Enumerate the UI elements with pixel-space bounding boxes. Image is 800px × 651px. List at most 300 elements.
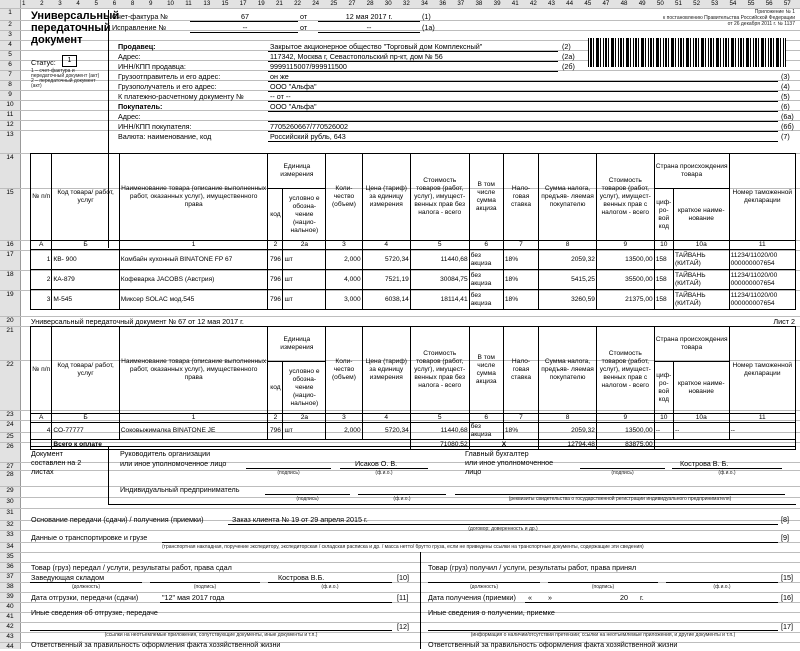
column-ruler-label: 34 [421, 0, 428, 7]
column-ruler-label: 44 [566, 0, 574, 7]
column-number: 4 [362, 414, 410, 423]
col-header-country-code: циф- ро- вой код [654, 189, 673, 241]
row-ruler-label: 44 [6, 643, 14, 650]
row-ruler-label: 25 [6, 433, 14, 440]
row-ruler-label: 38 [6, 583, 14, 590]
status-note2: передаточный документ (акт) [31, 73, 100, 79]
cell-tax: 2059,32 [539, 423, 597, 440]
column-number: 8 [539, 414, 597, 423]
column-ruler-label: 4 [76, 0, 80, 7]
column-number: Б [52, 241, 119, 250]
row-ruler-label: 15 [6, 189, 14, 196]
column-number: 9 [596, 241, 654, 250]
cell-no: 3 [31, 290, 52, 310]
column-ruler-label: 3 [58, 0, 62, 7]
ship-label: Дата отгрузки, передачи (сдачи) [31, 593, 139, 602]
column-ruler-label: 10 [167, 0, 174, 7]
column-ruler-label: 54 [729, 0, 737, 7]
acc-label2: или иное уполномоченное [465, 458, 554, 467]
sf-code: (1) [422, 12, 431, 21]
seller-row-value: Закрытое акционерное общество "Торговый дом Комплексный" [270, 42, 483, 51]
cell-total: 21375,00 [596, 290, 654, 310]
cell-code: М-545 [52, 290, 119, 310]
basis-value: Заказ клиента № 19 от 29 апреля 2015 г. [232, 515, 368, 524]
seller-row-value: -- от -- [270, 92, 291, 101]
col-header-no: № п/п [31, 327, 52, 414]
row-ruler-label: 30 [6, 498, 14, 505]
cell-tax: 5415,25 [539, 270, 597, 290]
right-title: Товар (груз) получил / услуги, результаты работ, права принял [428, 563, 637, 572]
status-label: Статус: [31, 58, 56, 67]
recv-g: г. [640, 593, 644, 602]
cell-country-code: 158 [654, 270, 673, 290]
other-ship-note: (ссылки на неотъемлемые приложения, сопутствующие документы, иные документы и т.п.) [104, 632, 318, 638]
col-header-rate: Нало- говая ставка [503, 154, 538, 241]
totals-tax: 12794,48 [539, 440, 597, 450]
column-number: Б [52, 414, 119, 423]
cell-country-code: -- [654, 423, 673, 440]
col-header-cost-wo-tax: Стоимость товаров (работ, услуг), имущест- венных прав без налога - всего [410, 154, 469, 241]
row-ruler-label: 35 [6, 553, 14, 560]
acc-label1: Главный бухгалтер [465, 449, 529, 458]
cell-country: -- [673, 423, 729, 440]
cell-cost: 11440,68 [410, 423, 469, 440]
col-header-tax: Сумма налога, предъяв- ляемая покупателю [539, 327, 597, 414]
row-ruler-label: 12 [6, 121, 14, 128]
cell-no: 4 [31, 423, 52, 440]
column-ruler-label: 48 [620, 0, 628, 7]
row-ruler-label: 28 [6, 471, 14, 478]
col-header-cost-w-tax: Стоимость товаров (работ, услуг), имущест- венных прав с налогом - всего [596, 154, 654, 241]
row-ruler-label: 1 [8, 9, 12, 16]
basis-note: (договор; доверенность и др.) [468, 526, 538, 532]
appendix-line3: от 26 декабря 2011 г. № 1137 [727, 21, 795, 27]
seller-row-code: (2) [562, 42, 571, 51]
seller-row-label: Покупатель: [118, 102, 163, 111]
column-ruler-label: 53 [711, 0, 719, 7]
status-box[interactable]: 1 [62, 55, 77, 67]
col-header-unit-name: условно е обозна- чение (нацио- нальное) [283, 362, 326, 414]
right-fio-caption: (ф.и.о.) [713, 584, 731, 590]
cell-declaration: 11234/11020/00 000000007654 [729, 250, 795, 270]
col-header-country: Страна происхождения товара [654, 154, 729, 189]
column-ruler-label: 45 [584, 0, 592, 7]
page2-title: Универсальный передаточный документ № 67 от 12 мая 2017 г. [31, 317, 244, 326]
totals-excise: X [469, 440, 539, 450]
row-ruler-label: 27 [6, 463, 14, 470]
column-ruler-label: 32 [402, 0, 410, 7]
row-ruler-label: 23 [6, 411, 14, 418]
recv-q1: « [528, 593, 532, 602]
table-row [31, 290, 796, 310]
cell-rate: 18% [503, 423, 538, 440]
column-ruler-label: 13 [203, 0, 211, 7]
status-note1: 1 – счет-фактура и [31, 68, 75, 74]
column-ruler-label: 19 [257, 0, 265, 7]
cell-declaration: 11234/11020/00 000000007654 [729, 270, 795, 290]
sf-number: 67 [241, 12, 249, 21]
column-ruler-label: 11 [185, 0, 192, 7]
left-position: Заведующая складом [31, 573, 105, 582]
column-ruler-label: 6 [112, 0, 117, 7]
column-ruler-label: 25 [330, 0, 338, 7]
seller-row-value: ООО "Альфа" [270, 82, 317, 91]
col-header-name: Наименование товара (описание выполненных работ, оказанных услуг), имущественного права [119, 327, 268, 414]
transport-label: Данные о транспортировке и грузе [31, 533, 148, 542]
cell-name: Миксер SOLAC мод.545 [119, 290, 268, 310]
column-ruler-label: 36 [439, 0, 447, 7]
column-number: 3 [326, 241, 362, 250]
cell-unit: шт [283, 250, 326, 270]
row-ruler-label: 5 [8, 51, 12, 58]
left-title: Товар (груз) передал / услуги, результаты работ, права сдал [31, 563, 232, 572]
column-number: 8 [539, 241, 597, 250]
col-header-excise: В том числе сумма акциза [469, 154, 503, 241]
cell-country-code: 158 [654, 290, 673, 310]
row-gridline [0, 508, 800, 509]
seller-row-label: ИНН/КПП покупателя: [118, 122, 192, 131]
row-ruler-label: 31 [6, 509, 14, 516]
column-number: А [31, 241, 52, 250]
col-header-unit: Единица измерения [268, 327, 326, 362]
transport-code: [9] [781, 533, 789, 542]
seller-row-code: (7) [781, 132, 790, 141]
seller-row-label: Грузоотправитель и его адрес: [118, 72, 221, 81]
column-ruler-label: 1 [22, 0, 26, 7]
column-ruler-label: 28 [366, 0, 374, 7]
head-fio-caption: (ф.и.о.) [375, 470, 393, 476]
totals-blank [31, 440, 52, 450]
row-ruler-label: 24 [6, 421, 14, 428]
resp-label2: Ответственный за правильность оформления факта хозяйственной жизни [428, 640, 678, 649]
cell-unit: шт [283, 423, 326, 440]
col-header-excise: В том числе сумма акциза [469, 327, 503, 414]
cell-qty: 2,000 [326, 250, 362, 270]
totals-cost: 71080,52 [410, 440, 469, 450]
column-ruler-label: 27 [348, 0, 356, 7]
column-ruler-label: 17 [239, 0, 247, 7]
col-header-code: Код товара/ работ, услуг [52, 327, 119, 414]
cell-price: 5720,34 [362, 250, 410, 270]
seller-row-code: (6а) [781, 112, 794, 121]
doc-sheets-label3: листах [31, 467, 54, 476]
cell-unit: шт [283, 270, 326, 290]
ip-rekv-caption: (реквизиты свидетельства о государственной регистрации индивидуального предпринимателя) [508, 496, 732, 502]
seller-row-code: (5) [781, 92, 790, 101]
other-ship-code: [12] [397, 622, 409, 631]
head-label2: или иное уполномоченное лицо [120, 459, 227, 468]
left-dolzh-caption: (должность) [71, 584, 101, 590]
cell-code: КВ- 900 [52, 250, 119, 270]
column-number: 3 [326, 414, 362, 423]
col-header-price: Цена (тариф) за единицу измерения [362, 327, 410, 414]
column-number: А [31, 414, 52, 423]
cell-qty: 4,000 [326, 270, 362, 290]
cell-country: ТАЙВАНЬ (КИТАЙ) [673, 270, 729, 290]
row-ruler-label: 40 [6, 603, 14, 610]
ip-sign-caption: (подпись) [296, 496, 319, 502]
col-header-cost-wo-tax: Стоимость товаров (работ, услуг), имущест- венных прав без налога - всего [410, 327, 469, 414]
cell-qty: 2,000 [326, 423, 362, 440]
ip-fio-caption: (ф.и.о.) [393, 496, 411, 502]
row-ruler-label: 41 [6, 613, 14, 620]
other-ship-label: Иные сведения об отгрузке, передаче [31, 608, 158, 617]
row-ruler-label: 2 [8, 21, 12, 28]
seller-row-label: Валюта: наименование, код [118, 132, 212, 141]
cell-country: ТАЙВАНЬ (КИТАЙ) [673, 250, 729, 270]
cell-excise: без акциза [469, 270, 503, 290]
cell-country-code: 158 [654, 250, 673, 270]
row-ruler-label: 26 [6, 443, 14, 450]
doc-title-line3: документ [31, 34, 83, 46]
column-number: 10а [673, 414, 729, 423]
column-number: 4 [362, 241, 410, 250]
row-gridline [0, 552, 800, 553]
appendix-line2: к постановлению Правительства Российской Федерации [663, 15, 795, 21]
totals-total: 83875,00 [596, 440, 654, 450]
totals-empty [654, 440, 795, 450]
row-ruler-label: 6 [8, 61, 12, 68]
column-ruler-label: 24 [312, 0, 320, 7]
seller-row-value: Российский рубль, 643 [270, 132, 346, 141]
column-ruler-label: 9 [148, 0, 153, 7]
seller-row-label: Продавец: [118, 42, 156, 51]
cell-unit-code: 796 [268, 423, 283, 440]
row-ruler-label: 20 [6, 317, 14, 324]
col-header-tax: Сумма налога, предъяв- ляемая покупателю [539, 154, 597, 241]
col-header-unit-code: код [268, 362, 283, 414]
column-number: 5 [410, 241, 469, 250]
column-ruler-label: 5 [94, 0, 98, 7]
cell-excise: без акциза [469, 423, 503, 440]
cell-qty: 3,000 [326, 290, 362, 310]
cell-declaration: 11234/11020/00 000000007654 [729, 290, 795, 310]
row-ruler-label: 19 [6, 291, 14, 298]
column-number: 2а [283, 414, 326, 423]
row-ruler-label: 29 [6, 487, 14, 494]
left-fio-caption: (ф.и.о.) [321, 584, 339, 590]
cell-code: СО-77777 [52, 423, 119, 440]
recv-year: 20 [620, 593, 628, 602]
column-number: 10 [654, 414, 673, 423]
cell-total: 13500,00 [596, 250, 654, 270]
corr-date: -- [366, 23, 372, 32]
recv-q2: » [548, 593, 552, 602]
seller-row-code: (4) [781, 82, 790, 91]
cell-cost: 18114,41 [410, 290, 469, 310]
cell-excise: без акциза [469, 290, 503, 310]
corr-code: (1а) [422, 23, 435, 32]
row-ruler-label: 22 [6, 361, 14, 368]
head-sign-caption: (подпись) [277, 470, 300, 476]
column-number: 2 [268, 241, 283, 250]
cell-tax: 2059,32 [539, 250, 597, 270]
row-ruler-label: 4 [8, 41, 12, 48]
row-ruler-label: 43 [6, 633, 14, 640]
right-sign-caption: (подпись) [591, 584, 615, 590]
row-ruler-label: 33 [6, 531, 14, 538]
table-row [31, 250, 796, 270]
page2-page: Лист 2 [773, 317, 795, 326]
status-note4: (акт) [31, 83, 42, 89]
right-code: [15] [781, 573, 793, 582]
col-header-unit-code: код [268, 189, 283, 241]
doc-sheets-label2: составлен на 2 [31, 458, 82, 467]
totals-label: Всего к оплате [52, 440, 410, 450]
col-header-qty: Коли- чество (объем) [326, 327, 362, 414]
column-number: 1 [119, 414, 268, 423]
col-header-country-code: циф- ро- вой код [654, 362, 673, 414]
col-header-qty: Коли- чество (объем) [326, 154, 362, 241]
column-ruler-label: 37 [457, 0, 465, 7]
column-ruler-label: 50 [656, 0, 664, 7]
doc-title-line1: Универсальный [31, 10, 120, 22]
row-ruler-label: 21 [6, 327, 14, 334]
items-table-page1 [30, 153, 796, 310]
row-ruler-label: 7 [8, 71, 12, 78]
row-ruler-label: 16 [6, 241, 14, 248]
column-number: 5 [410, 414, 469, 423]
col-header-unit: Единица измерения [268, 154, 326, 189]
seller-row-value: 7705260667/770526002 [270, 122, 348, 131]
column-number: 1 [119, 241, 268, 250]
right-dolzh-caption: (должность) [469, 584, 499, 590]
cell-code: КА-879 [52, 270, 119, 290]
items-table-page2 [30, 326, 796, 450]
corr-number: -- [242, 23, 248, 32]
row-ruler-label: 17 [6, 251, 14, 258]
seller-row-label: Грузополучатель и его адрес: [118, 82, 217, 91]
seller-row-value: 117342, Москва г, Севастопольский пр-кт, дом № 56 [270, 52, 443, 61]
cell-no: 1 [31, 250, 52, 270]
column-number: 11 [729, 414, 795, 423]
column-number: 2 [268, 414, 283, 423]
col-header-country: Страна происхождения товара [654, 327, 729, 362]
column-ruler-label: 43 [548, 0, 555, 7]
ip-label: Индивидуальный предприниматель [120, 485, 240, 494]
cell-total: 13500,00 [596, 423, 654, 440]
column-ruler-label: 56 [765, 0, 773, 7]
column-number: 10 [654, 241, 673, 250]
row-ruler-label: 42 [6, 623, 14, 630]
col-header-customs: Номер таможенной декларации [729, 327, 795, 414]
cell-cost: 30084,75 [410, 270, 469, 290]
column-number: 9 [596, 414, 654, 423]
column-ruler-label: 51 [675, 0, 682, 7]
column-ruler-label: 38 [475, 0, 483, 7]
sf-date: 12 мая 2017 г. [345, 12, 393, 21]
column-ruler-label: 21 [275, 0, 283, 7]
cell-no: 2 [31, 270, 52, 290]
row-ruler-label: 37 [6, 573, 14, 580]
col-header-rate: Нало- говая ставка [503, 327, 538, 414]
seller-row-label: К платежно-расчетному документу № [118, 92, 244, 101]
column-ruler-label: 15 [221, 0, 229, 7]
cell-name: Комбайн кухонный BINATONE FP 67 [119, 250, 268, 270]
seller-row-value: он же [270, 72, 289, 81]
table-row [31, 270, 796, 290]
head-label1: Руководитель организации [120, 449, 211, 458]
column-ruler-label: 39 [493, 0, 501, 7]
column-ruler-label: 55 [747, 0, 755, 7]
row-ruler-label: 39 [6, 593, 14, 600]
sf-from: от [300, 12, 308, 21]
seller-row-code: (3) [781, 72, 790, 81]
ship-value: "12" мая 2017 года [162, 593, 225, 602]
seller-row-code: (6б) [781, 122, 794, 131]
column-number: 2а [283, 241, 326, 250]
cell-unit-code: 796 [268, 270, 283, 290]
row-ruler-label: 36 [6, 563, 14, 570]
sf-label: Счет-фактура № [112, 12, 169, 21]
seller-row-value: ООО "Альфа" [270, 102, 317, 111]
cell-price: 5720,34 [362, 423, 410, 440]
row-ruler-label: 32 [6, 521, 14, 528]
row-ruler-label: 11 [6, 111, 14, 118]
left-code: [10] [397, 573, 409, 582]
corr-label: Исправление № [112, 23, 167, 32]
column-ruler-label: 49 [638, 0, 646, 7]
cell-name: Соковыжималка BINATONE JE [119, 423, 268, 440]
row-ruler-label: 13 [6, 131, 14, 138]
appendix-line1: Приложение № 1 [754, 9, 795, 15]
totals-row [31, 440, 796, 450]
cell-rate: 18% [503, 270, 538, 290]
row-ruler-label: 3 [8, 31, 12, 38]
status-note3: 2 – передаточный документ [31, 78, 96, 84]
col-header-customs: Номер таможенной декларации [729, 154, 795, 241]
seller-row-value: 9999115007/999911500 [270, 62, 347, 71]
column-ruler-label: 47 [602, 0, 610, 7]
col-header-name: Наименование товара (описание выполненных работ, оказанных услуг), имущественного права [119, 154, 268, 241]
cell-tax: 3260,59 [539, 290, 597, 310]
column-number: 6 [469, 414, 503, 423]
cell-price: 7521,19 [362, 270, 410, 290]
cell-excise: без акциза [469, 250, 503, 270]
column-number: 6 [469, 241, 503, 250]
column-number: 7 [503, 414, 538, 423]
cell-unit: шт [283, 290, 326, 310]
other-recv-code: [17] [781, 622, 793, 631]
column-number: 11 [729, 241, 795, 250]
column-number: 7 [503, 241, 538, 250]
col-header-cost-w-tax: Стоимость товаров (работ, услуг), имущест- венных прав с налогом - всего [596, 327, 654, 414]
column-ruler-label: 22 [294, 0, 301, 7]
cell-country: ТАЙВАНЬ (КИТАЙ) [673, 290, 729, 310]
col-header-no: № п/п [31, 154, 52, 241]
seller-row-code: (2а) [562, 52, 575, 61]
doc-title-line2: передаточный [31, 22, 111, 34]
column-number: 10а [673, 241, 729, 250]
column-ruler-label: 57 [783, 0, 791, 7]
col-header-country-name: краткое наиме- нование [673, 362, 729, 414]
cell-rate: 18% [503, 290, 538, 310]
ship-code: [11] [397, 593, 409, 602]
cell-total: 35500,00 [596, 270, 654, 290]
col-header-price: Цена (тариф) за единицу измерения [362, 154, 410, 241]
doc-sheets-label1: Документ [31, 449, 63, 458]
recv-code: [16] [781, 593, 793, 602]
table-row [31, 423, 796, 440]
resp-label: Ответственный за правильность оформления факта хозяйственной жизни [31, 640, 281, 649]
acc-sign-caption: (подпись) [611, 470, 634, 476]
row-ruler-label: 9 [8, 91, 12, 98]
acc-label3: лицо [465, 467, 482, 476]
seller-row-label: ИНН/КПП продавца: [118, 62, 186, 71]
other-recv-label: Иные сведения о получении, приемке [428, 608, 555, 617]
column-ruler-label: 42 [529, 0, 537, 7]
cell-unit-code: 796 [268, 250, 283, 270]
